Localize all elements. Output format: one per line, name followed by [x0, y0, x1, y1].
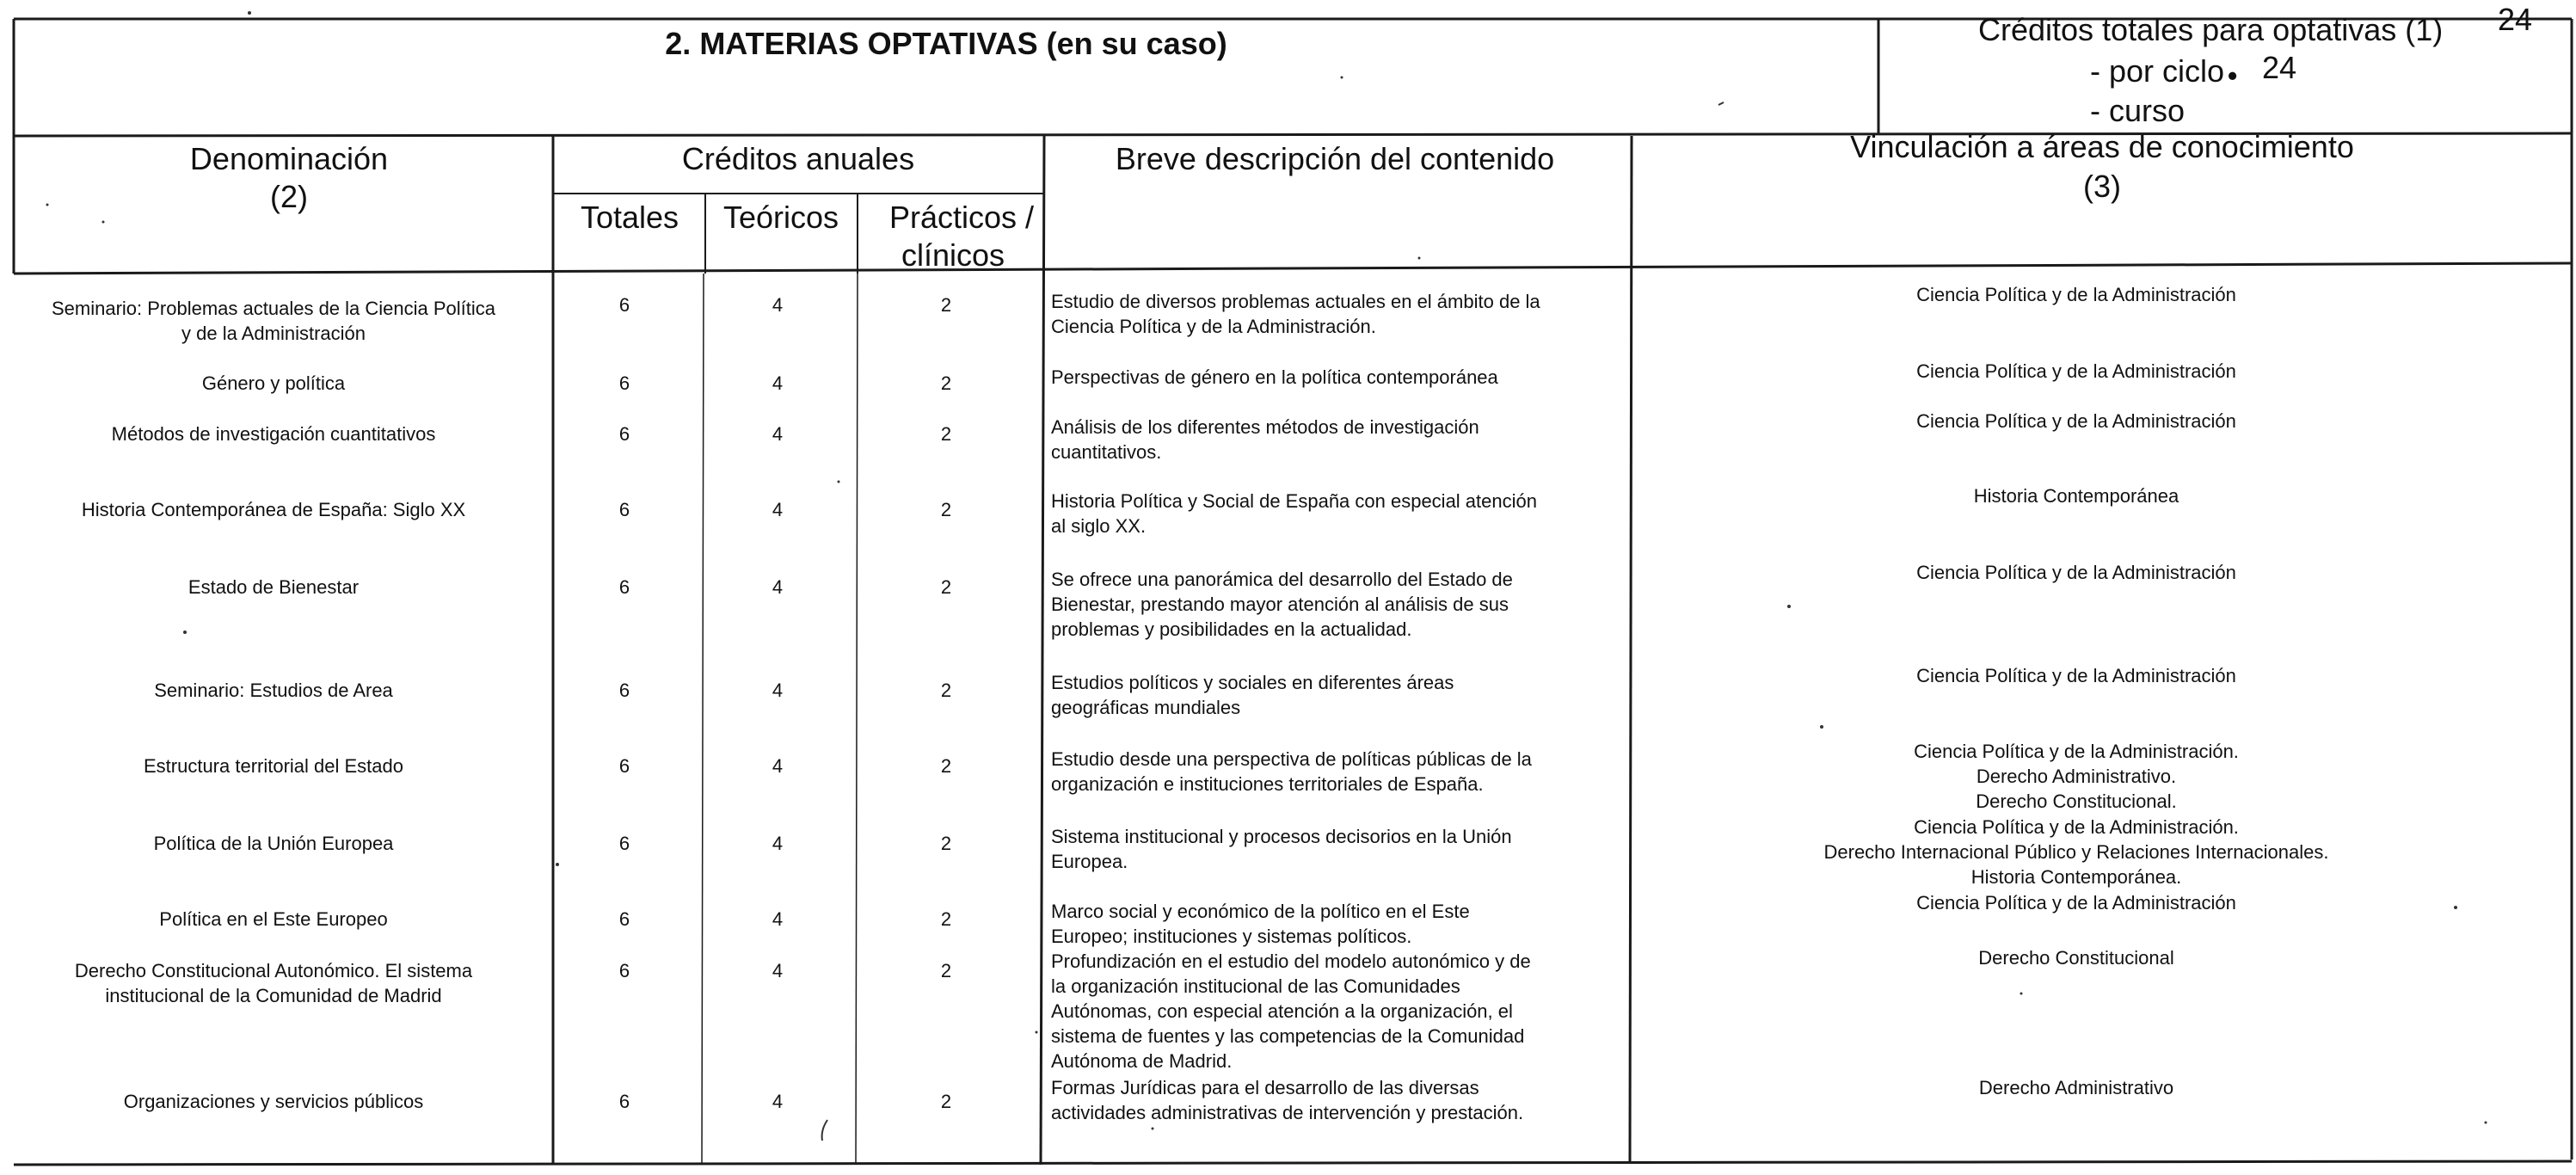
row-area: Historia Contemporánea — [1973, 485, 2179, 507]
row-area: Ciencia Política y de la Administración — [1916, 360, 2236, 382]
credits-ciclo-label: - por ciclo — [2090, 53, 2225, 89]
row-descripcion: Europea. — [1051, 851, 1128, 872]
row-denominacion: Seminario: Estudios de Area — [154, 680, 393, 701]
col-totales: Totales — [580, 200, 679, 235]
row-totales: 6 — [618, 960, 630, 981]
row-teoricos: 4 — [772, 294, 784, 316]
row-descripcion: Formas Jurídicas para el desarrollo de las diversas — [1051, 1077, 1479, 1098]
row-area: Derecho Internacional Público y Relaciones Internacionales. — [1823, 841, 2329, 863]
row-area: Derecho Administrativo. — [1976, 766, 2177, 787]
row-totales: 6 — [618, 294, 630, 316]
row-descripcion: Estudios políticos y sociales en diferentes áreas — [1051, 672, 1454, 693]
row-denominacion: Política de la Unión Europea — [153, 833, 394, 854]
credits-total-label: Créditos totales para optativas (1) — [1978, 12, 2444, 47]
row-denominacion: Seminario: Problemas actuales de la Ciencia Política — [51, 298, 496, 319]
row-descripcion: Profundización en el estudio del modelo autonómico y de — [1051, 950, 1531, 972]
row-descripcion: Análisis de los diferentes métodos de investigación — [1051, 416, 1479, 438]
credits-curso-label: - curso — [2090, 93, 2186, 128]
row-area: Historia Contemporánea. — [1970, 866, 2182, 888]
row-teoricos: 4 — [772, 1091, 784, 1112]
row-area: Ciencia Política y de la Administración — [1916, 284, 2236, 305]
col-denominacion-ref: (2) — [270, 179, 308, 214]
row-descripcion: al siglo XX. — [1051, 515, 1147, 537]
row-denominacion: Política en el Este Europeo — [159, 908, 388, 930]
row-descripcion: la organización institucional de las Comunidades — [1051, 975, 1460, 997]
row-descripcion: Estudio de diversos problemas actuales en el ámbito de la — [1051, 291, 1540, 312]
page-title: 2. MATERIAS OPTATIVAS (en su caso) — [665, 26, 1227, 61]
row-practicos: 2 — [940, 833, 952, 854]
row-denominacion: Métodos de investigación cuantitativos — [111, 423, 436, 445]
row-teoricos: 4 — [772, 833, 784, 854]
row-denominacion: Derecho Constitucional Autonómico. El sistema — [74, 960, 473, 981]
credits-total-value: 24 — [2498, 2, 2533, 37]
row-practicos: 2 — [940, 680, 952, 701]
row-descripcion: Ciencia Política y de la Administración. — [1051, 316, 1376, 337]
row-practicos: 2 — [940, 960, 952, 981]
row-totales: 6 — [618, 423, 630, 445]
row-teoricos: 4 — [772, 372, 784, 394]
row-descripcion: actividades administrativas de intervención y prestación. — [1051, 1102, 1524, 1123]
col-creditos-anuales: Créditos anuales — [681, 141, 915, 176]
credits-ciclo-bullet: • — [2228, 60, 2238, 91]
row-totales: 6 — [618, 680, 630, 701]
row-practicos: 2 — [940, 294, 952, 316]
row-descripcion: Autónoma de Madrid. — [1051, 1050, 1233, 1072]
row-practicos: 2 — [940, 908, 952, 930]
row-descripcion: geográficas mundiales — [1051, 697, 1241, 718]
row-teoricos: 4 — [772, 755, 784, 777]
row-area: Derecho Constitucional. — [1976, 791, 2177, 812]
row-denominacion: Historia Contemporánea de España: Siglo XX — [81, 499, 466, 520]
col-denominacion: Denominación — [189, 141, 389, 176]
row-area: Derecho Administrativo — [1978, 1077, 2174, 1098]
row-descripcion: Bienestar, prestando mayor atención al análisis de sus — [1051, 594, 1509, 615]
row-teoricos: 4 — [772, 576, 784, 598]
row-descripcion: Estudio desde una perspectiva de políticas públicas de la — [1051, 748, 1532, 770]
row-teoricos: 4 — [772, 423, 784, 445]
row-area: Ciencia Política y de la Administración. — [1914, 741, 2239, 762]
row-denominacion: Estado de Bienestar — [188, 576, 360, 598]
row-descripcion: Historia Política y Social de España con especial atención — [1051, 490, 1537, 512]
row-practicos: 2 — [940, 372, 952, 394]
row-totales: 6 — [618, 755, 630, 777]
row-teoricos: 4 — [772, 680, 784, 701]
row-descripcion: cuantitativos. — [1051, 441, 1162, 463]
row-descripcion: Perspectivas de género en la política contemporánea — [1051, 366, 1498, 388]
row-practicos: 2 — [940, 423, 952, 445]
row-descripcion: organización e instituciones territoriales de España. — [1051, 773, 1484, 795]
col-vinculacion-ref: (3) — [2083, 169, 2121, 204]
row-totales: 6 — [618, 372, 630, 394]
row-area: Ciencia Política y de la Administración — [1916, 892, 2236, 914]
row-area: Ciencia Política y de la Administración — [1916, 562, 2236, 583]
col-descripcion: Breve descripción del contenido — [1115, 141, 1555, 176]
row-teoricos: 4 — [772, 908, 784, 930]
row-area: Ciencia Política y de la Administración — [1916, 410, 2236, 432]
row-descripcion: Autónomas, con especial atención a la organización, el — [1051, 1000, 1513, 1022]
row-practicos: 2 — [940, 499, 952, 520]
row-practicos: 2 — [940, 576, 952, 598]
row-descripcion: Europeo; instituciones y sistemas políticos. — [1051, 926, 1412, 947]
row-descripcion: Marco social y económico de la político en el Este — [1051, 901, 1470, 922]
row-practicos: 2 — [940, 755, 952, 777]
row-totales: 6 — [618, 499, 630, 520]
pen-stroke — [822, 1120, 827, 1141]
row-denominacion: Género y política — [201, 372, 346, 394]
col-practicos-line2: clínicos — [901, 237, 1005, 273]
row-area: Ciencia Política y de la Administración — [1916, 665, 2236, 686]
row-area: Derecho Constitucional — [1978, 947, 2174, 969]
row-totales: 6 — [618, 576, 630, 598]
row-descripcion: sistema de fuentes y las competencias de la Comunidad — [1051, 1025, 1525, 1047]
row-denominacion: Organizaciones y servicios públicos — [123, 1091, 424, 1112]
row-totales: 6 — [618, 1091, 630, 1112]
row-denominacion: institucional de la Comunidad de Madrid — [105, 985, 442, 1006]
scan-mark — [1718, 102, 1724, 105]
row-practicos: 2 — [940, 1091, 952, 1112]
row-descripcion: Se ofrece una panorámica del desarrollo del Estado de — [1051, 569, 1513, 590]
row-denominacion: Estructura territorial del Estado — [143, 755, 404, 777]
row-denominacion: y de la Administración — [181, 323, 366, 344]
col-practicos-line1: Prácticos / — [888, 200, 1035, 235]
row-area: Ciencia Política y de la Administración. — [1914, 816, 2239, 838]
row-totales: 6 — [618, 908, 630, 930]
row-descripcion: problemas y posibilidades en la actualidad. — [1051, 618, 1412, 640]
row-teoricos: 4 — [772, 499, 784, 520]
col-teoricos: Teóricos — [722, 200, 839, 235]
credits-ciclo-value: 24 — [2262, 50, 2297, 85]
row-totales: 6 — [618, 833, 630, 854]
col-vinculacion: Vinculación a áreas de conocimiento — [1850, 129, 2354, 164]
row-descripcion: Sistema institucional y procesos decisorios en la Unión — [1051, 826, 1512, 847]
row-teoricos: 4 — [772, 960, 784, 981]
